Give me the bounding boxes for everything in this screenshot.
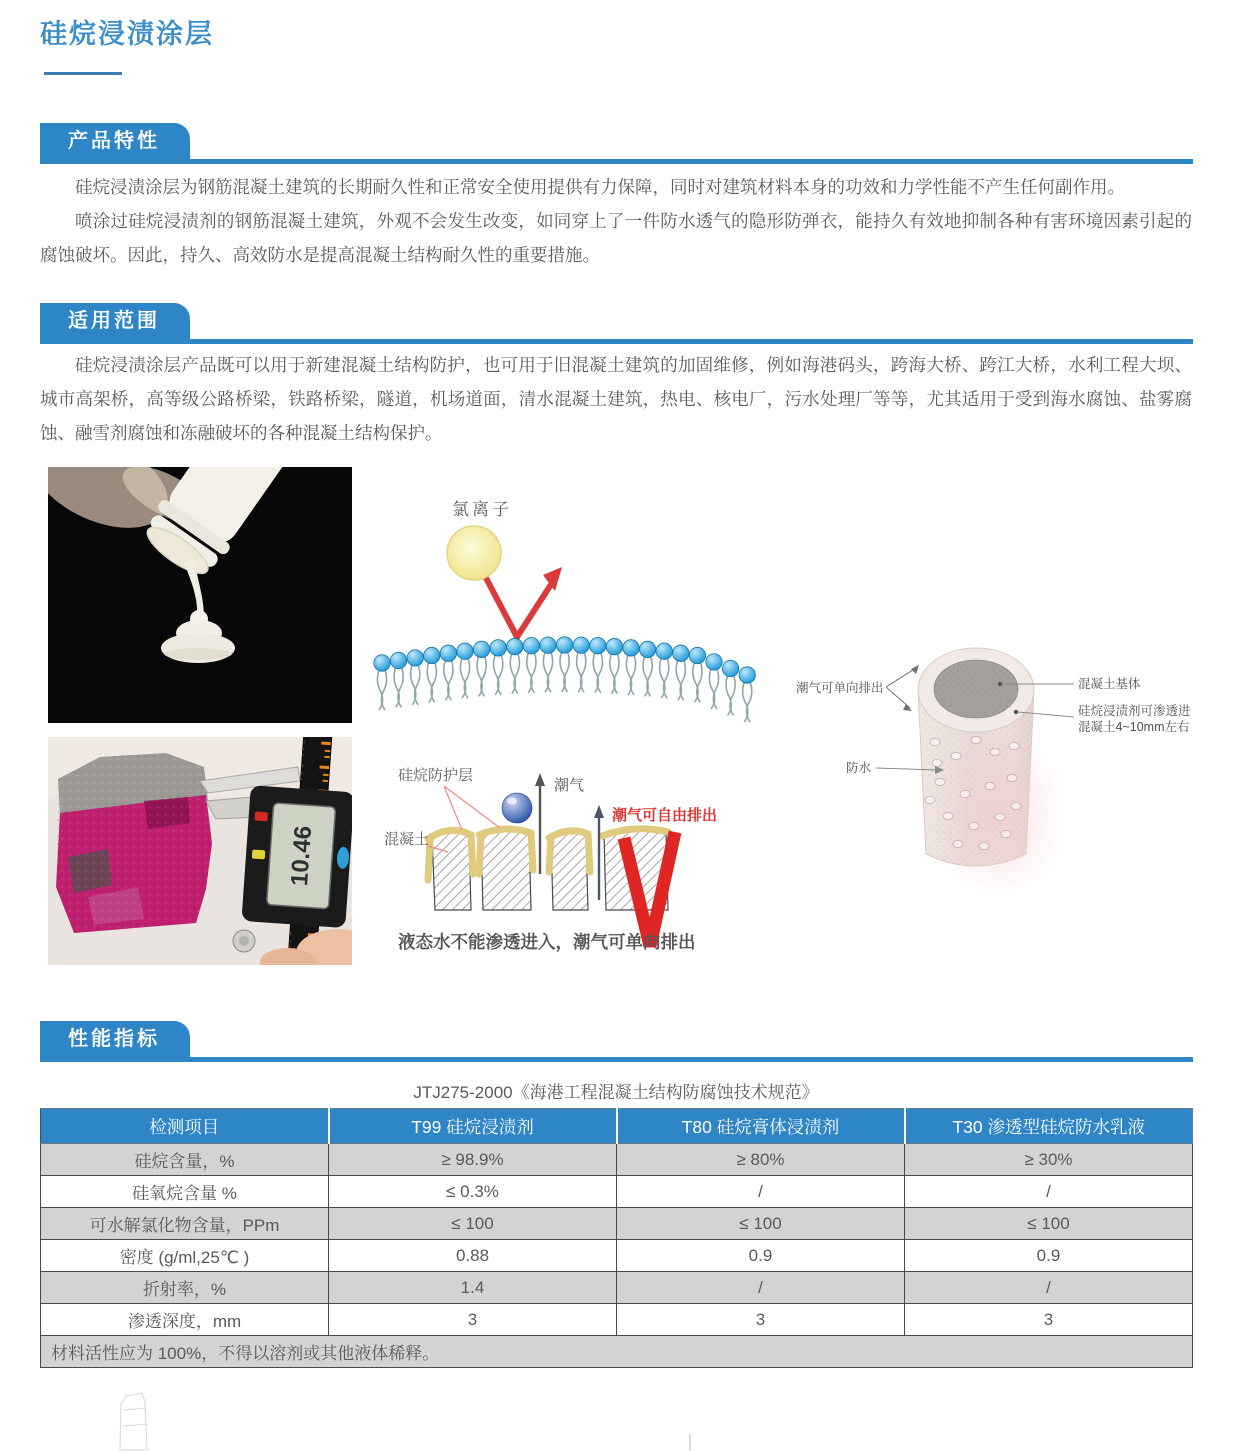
table-cell: 0.88: [329, 1240, 617, 1272]
table-cell: 硅烷含量，%: [41, 1144, 329, 1176]
table-header: T30 渗透型硅烷防水乳液: [905, 1109, 1193, 1144]
scope-paragraphs: [40, 348, 1192, 450]
paragraph: 硅烷浸渍涂层产品既可以用于新建混凝土结构防护，也可用于旧混凝土建筑的加固维修，例如海港码头，跨海大桥、跨江大桥，水利工程大坝、城市高架桥，高等级公路桥梁，铁路桥梁，隧道，机场道面，清水混凝土建筑，热电、核电厂，污水处理厂等等，尤其适用于受到海水腐蚀、盐雾腐蚀、融雪剂腐蚀和冻融破坏的各种混凝土结构保护。: [40, 355, 1192, 443]
label-penetrate-1: 硅烷浸渍剂可渗透进: [1078, 704, 1191, 718]
table-cell: 0.9: [905, 1240, 1193, 1272]
section-heading-performance: 性能指标: [40, 1021, 190, 1057]
performance-table: [40, 1108, 1193, 1368]
table-cell: /: [617, 1272, 905, 1304]
table-header-row: [41, 1109, 1193, 1144]
section-heading-scope: 适用范围: [40, 303, 190, 339]
table-header: T80 硅烷膏体浸渍剂: [617, 1109, 905, 1144]
table-row: [41, 1208, 1193, 1240]
table-cell: ≤ 100: [329, 1208, 617, 1240]
table-cell: ≥ 30%: [905, 1144, 1193, 1176]
table-cell: ≤ 0.3%: [329, 1176, 617, 1208]
figure-caliper-photo: [48, 737, 352, 965]
table-cell: 3: [905, 1304, 1193, 1336]
label-matrix: 混凝土基体: [1078, 677, 1141, 691]
table-cell: 3: [617, 1304, 905, 1336]
table-cell: 3: [329, 1304, 617, 1336]
caliper-red-button: [254, 812, 268, 822]
table-cell: ≥ 98.9%: [329, 1144, 617, 1176]
standard-caption: JTJ275-2000《海港工程混凝土结构防腐蚀技术规范》: [413, 1083, 819, 1102]
moisture-caption: 液态水不能渗透进入，潮气可单向排出: [398, 932, 696, 952]
figure-pouring-photo: [48, 467, 352, 723]
chloride-label: 氯离子: [452, 500, 512, 519]
figure-moisture-diagram: [372, 742, 772, 985]
table-cell: 密度 (g/ml,25℃ ): [41, 1240, 329, 1272]
watermark-line: [689, 1434, 691, 1451]
table-cell: 折射率，%: [41, 1272, 329, 1304]
label-free-out: 潮气可自由排出: [612, 807, 718, 824]
table-cell: ≤ 100: [905, 1208, 1193, 1240]
figures-area: [0, 460, 1235, 1020]
table-cell: 渗透深度，mm: [41, 1304, 329, 1336]
label-moisture-out: 潮气可单向排出: [796, 681, 884, 695]
section-bar-features: [40, 123, 1193, 164]
page-title: 硅烷浸渍涂层: [40, 19, 214, 49]
section-bar-performance: [40, 1021, 1193, 1062]
caliper-body: [241, 785, 352, 928]
water-drop: [502, 793, 532, 823]
paragraph: 硅烷浸渍涂层为钢筋混凝土建筑的长期耐久性和正常安全使用提供有力保障，同时对建筑材料本身的功效和力学性能不产生任何副作用。: [75, 177, 1125, 197]
table-row: [41, 1272, 1193, 1304]
paragraph: 喷涂过硅烷浸渍剂的钢筋混凝土建筑，外观不会发生改变，如同穿上了一件防水透气的隐形防弹衣，能持久有效地抑制各种有害环境因素引起的腐蚀破坏。因此，持久、高效防水是提高混凝土结构耐久性的重要措施。: [40, 211, 1192, 265]
table-row: [41, 1176, 1193, 1208]
table-cell: 硅氧烷含量 %: [41, 1176, 329, 1208]
caliper-reading: 10.46: [286, 824, 318, 887]
title-underline: [44, 72, 122, 75]
table-cell: ≤ 100: [617, 1208, 905, 1240]
table-row: [41, 1144, 1193, 1176]
table-cell: 1.4: [329, 1272, 617, 1304]
label-waterproof: 防水: [846, 761, 872, 775]
table-footnote-row: [41, 1336, 1193, 1368]
section-heading-features: 产品特性: [40, 123, 190, 159]
label-concrete: 混凝土: [384, 831, 430, 848]
features-paragraphs: [40, 170, 1192, 272]
table-cell: /: [617, 1176, 905, 1208]
label-vapor: 潮气: [554, 777, 585, 794]
figure-cylinder-diagram: [788, 620, 1235, 930]
table-footnote: 材料活性应为 100%，不得以溶剂或其他液体稀释。: [41, 1336, 1193, 1368]
watermark-bottle-outline: [112, 1388, 156, 1451]
table-cell: 可水解氯化物含量，PPm: [41, 1208, 329, 1240]
label-silane-layer: 硅烷防护层: [398, 767, 474, 784]
table-row: [41, 1304, 1193, 1336]
table-cell: /: [905, 1176, 1193, 1208]
table-cell: ≥ 80%: [617, 1144, 905, 1176]
figure-chloride-diagram: [370, 475, 770, 725]
label-penetrate-2: 混凝土4~10mm左右: [1078, 720, 1190, 734]
caliper-yellow-button: [252, 849, 266, 859]
chloride-ion-ball: [447, 526, 501, 580]
section-bar-scope: [40, 303, 1193, 344]
table-header: T99 硅烷浸渍剂: [329, 1109, 617, 1144]
table-cell: 0.9: [617, 1240, 905, 1272]
table-row: [41, 1240, 1193, 1272]
table-cell: /: [905, 1272, 1193, 1304]
table-header: 检测项目: [41, 1109, 329, 1144]
